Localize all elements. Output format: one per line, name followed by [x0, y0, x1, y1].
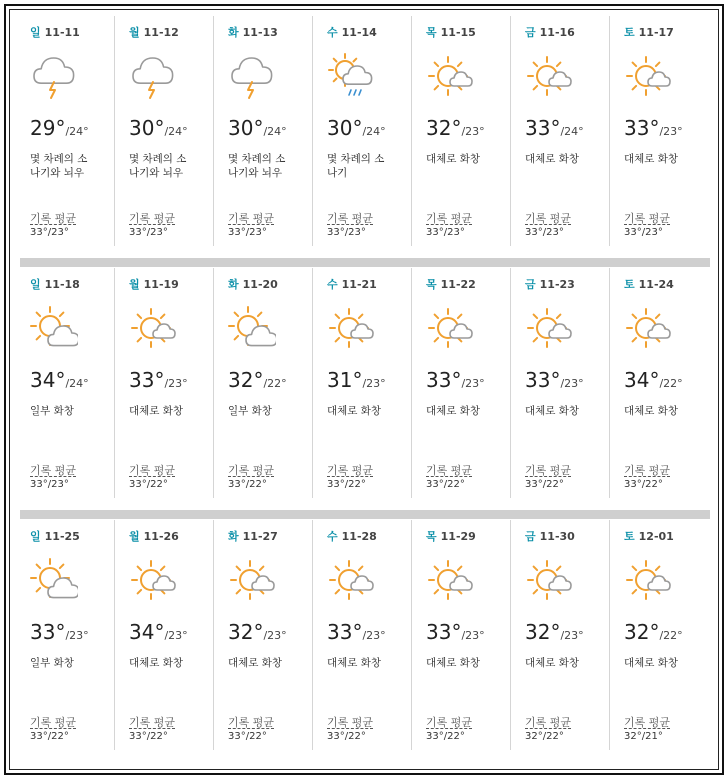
- date: 11-16: [539, 26, 575, 39]
- condition-line-1: 대체로 화창: [426, 153, 481, 165]
- mostly-sunny-icon: [525, 52, 573, 100]
- record-average-label[interactable]: 기록 평균: [228, 464, 275, 477]
- high-temp: 32°: [624, 620, 660, 644]
- condition-line-1: 대체로 화창: [624, 657, 679, 669]
- record-average-value: 33°/23°: [30, 227, 69, 238]
- date: 11-12: [143, 26, 179, 39]
- low-temp: /24°: [65, 125, 89, 138]
- low-temp: /22°: [263, 377, 287, 390]
- condition: [228, 404, 310, 418]
- mostly-sunny-icon: [327, 556, 375, 604]
- day-of-week: 수: [327, 278, 338, 291]
- day-of-week: 월: [129, 278, 140, 291]
- temperature: [129, 620, 188, 644]
- record-average-value: 33°/22°: [228, 479, 267, 490]
- record-average-value: 32°/22°: [525, 731, 564, 742]
- record-average-value: 33°/22°: [327, 731, 366, 742]
- high-temp: 33°: [426, 620, 462, 644]
- temperature: [624, 620, 683, 644]
- date: 11-18: [44, 278, 80, 291]
- condition: [30, 404, 112, 418]
- high-temp: 34°: [624, 368, 660, 392]
- condition: [228, 656, 310, 670]
- day-forecast-card[interactable]: [511, 268, 610, 498]
- day-of-week: 월: [129, 530, 140, 543]
- day-of-week: 금: [525, 26, 536, 39]
- date-line: [525, 24, 575, 40]
- record-average-label[interactable]: 기록 평균: [426, 464, 473, 477]
- date-line: [624, 528, 674, 544]
- high-temp: 32°: [228, 368, 264, 392]
- temperature: [30, 620, 89, 644]
- condition: [327, 404, 409, 418]
- date-line: [426, 24, 476, 40]
- date: 11-22: [440, 278, 476, 291]
- date: 12-01: [638, 530, 674, 543]
- low-temp: /22°: [659, 629, 683, 642]
- day-of-week: 화: [228, 278, 239, 291]
- high-temp: 33°: [327, 620, 363, 644]
- temperature: [426, 116, 485, 140]
- low-temp: /23°: [659, 125, 683, 138]
- low-temp: /22°: [659, 377, 683, 390]
- date-line: [525, 276, 575, 292]
- week-row: [16, 268, 709, 498]
- condition: [525, 404, 607, 418]
- day-forecast-card[interactable]: [16, 268, 115, 498]
- low-temp: /23°: [560, 377, 584, 390]
- record-average-value: 33°/22°: [426, 731, 465, 742]
- record-average-label[interactable]: 기록 평균: [30, 212, 77, 225]
- condition-line-2: 나기와 뇌우: [30, 167, 85, 179]
- condition-line-1: 대체로 화창: [624, 405, 679, 417]
- mostly-sunny-icon: [525, 556, 573, 604]
- date: 11-28: [341, 530, 377, 543]
- date-line: [426, 528, 476, 544]
- day-of-week: 일: [30, 278, 41, 291]
- record-average-value: 33°/22°: [624, 479, 663, 490]
- record-average-label[interactable]: 기록 평균: [129, 716, 176, 729]
- condition-line-1: 일부 화창: [30, 657, 74, 669]
- high-temp: 33°: [525, 368, 561, 392]
- day-forecast-card[interactable]: [412, 16, 511, 246]
- record-average-value: 33°/23°: [228, 227, 267, 238]
- record-average-value: 33°/22°: [327, 479, 366, 490]
- low-temp: /24°: [164, 125, 188, 138]
- condition-line-1: 대체로 화창: [327, 657, 382, 669]
- temperature: [129, 368, 188, 392]
- date: 11-19: [143, 278, 179, 291]
- record-average-value: 33°/23°: [129, 227, 168, 238]
- condition: [228, 152, 310, 180]
- mostly-sunny-icon: [129, 304, 177, 352]
- high-temp: 30°: [327, 116, 363, 140]
- condition-line-1: 대체로 화창: [129, 657, 184, 669]
- date: 11-17: [638, 26, 674, 39]
- high-temp: 30°: [129, 116, 165, 140]
- high-temp: 32°: [228, 620, 264, 644]
- record-average-label[interactable]: 기록 평균: [624, 212, 671, 225]
- low-temp: /24°: [65, 377, 89, 390]
- condition: [129, 656, 211, 670]
- day-forecast-card[interactable]: [610, 520, 709, 750]
- condition: [426, 404, 508, 418]
- date: 11-14: [341, 26, 377, 39]
- day-of-week: 일: [30, 530, 41, 543]
- condition-line-1: 대체로 화창: [525, 153, 580, 165]
- condition: [525, 656, 607, 670]
- day-forecast-card[interactable]: [115, 16, 214, 246]
- low-temp: /23°: [461, 125, 485, 138]
- temperature: [30, 368, 89, 392]
- high-temp: 33°: [426, 368, 462, 392]
- record-average-value: 33°/23°: [426, 227, 465, 238]
- day-of-week: 일: [30, 26, 41, 39]
- week-row: [16, 16, 709, 246]
- date: 11-13: [242, 26, 278, 39]
- partly-sunny-icon: [228, 304, 276, 352]
- temperature: [426, 368, 485, 392]
- mostly-sunny-icon: [426, 52, 474, 100]
- date-line: [525, 528, 575, 544]
- date-line: [624, 276, 674, 292]
- day-forecast-card[interactable]: [412, 520, 511, 750]
- condition-line-1: 대체로 화창: [327, 405, 382, 417]
- low-temp: /23°: [461, 377, 485, 390]
- thunderstorm-icon: [228, 52, 276, 100]
- record-average-value: 33°/22°: [129, 731, 168, 742]
- temperature: [30, 116, 89, 140]
- condition-line-1: 대체로 화창: [525, 405, 580, 417]
- record-average-label[interactable]: 기록 평균: [624, 716, 671, 729]
- record-average-value: 32°/21°: [624, 731, 663, 742]
- record-average-label[interactable]: 기록 평균: [30, 464, 77, 477]
- day-forecast-card[interactable]: [610, 268, 709, 498]
- condition-line-1: 대체로 화창: [426, 657, 481, 669]
- condition-line-1: 몇 차례의 소: [129, 153, 187, 165]
- date: 11-27: [242, 530, 278, 543]
- condition-line-1: 일부 화창: [30, 405, 74, 417]
- condition: [624, 656, 706, 670]
- temperature: [228, 620, 287, 644]
- high-temp: 33°: [525, 116, 561, 140]
- temperature: [327, 620, 386, 644]
- condition-line-1: 대체로 화창: [129, 405, 184, 417]
- record-average-label[interactable]: 기록 평균: [525, 716, 572, 729]
- thunderstorm-icon: [129, 52, 177, 100]
- record-average-label[interactable]: 기록 평균: [228, 716, 275, 729]
- date-line: [228, 276, 278, 292]
- record-average-value: 33°/22°: [426, 479, 465, 490]
- record-average-label[interactable]: 기록 평균: [129, 212, 176, 225]
- day-forecast-card[interactable]: [16, 16, 115, 246]
- date-line: [327, 24, 377, 40]
- date-line: [228, 24, 278, 40]
- condition: [30, 656, 112, 670]
- high-temp: 34°: [30, 368, 66, 392]
- high-temp: 34°: [129, 620, 165, 644]
- thunderstorm-icon: [30, 52, 78, 100]
- date: 11-26: [143, 530, 179, 543]
- record-average-value: 33°/22°: [525, 479, 564, 490]
- date-line: [327, 528, 377, 544]
- mostly-sunny-icon: [624, 556, 672, 604]
- condition-line-1: 몇 차례의 소: [30, 153, 88, 165]
- record-average-value: 33°/23°: [327, 227, 366, 238]
- date: 11-11: [44, 26, 80, 39]
- high-temp: 33°: [30, 620, 66, 644]
- condition: [525, 152, 607, 166]
- record-average-value: 33°/22°: [129, 479, 168, 490]
- day-of-week: 토: [624, 278, 635, 291]
- date-line: [129, 276, 179, 292]
- mostly-sunny-icon: [228, 556, 276, 604]
- date: 11-30: [539, 530, 575, 543]
- mostly-sunny-icon: [129, 556, 177, 604]
- day-forecast-card[interactable]: [214, 520, 313, 750]
- condition: [624, 404, 706, 418]
- condition-line-1: 대체로 화창: [624, 153, 679, 165]
- low-temp: /23°: [164, 629, 188, 642]
- record-average-value: 33°/23°: [30, 479, 69, 490]
- record-average-label[interactable]: 기록 평균: [129, 464, 176, 477]
- temperature: [525, 116, 584, 140]
- week-separator: [20, 510, 710, 519]
- week-separator: [20, 258, 710, 267]
- day-forecast-card[interactable]: [214, 16, 313, 246]
- temperature: [426, 620, 485, 644]
- mostly-sunny-icon: [426, 556, 474, 604]
- low-temp: /23°: [362, 377, 386, 390]
- low-temp: /24°: [263, 125, 287, 138]
- low-temp: /23°: [560, 629, 584, 642]
- low-temp: /24°: [362, 125, 386, 138]
- date-line: [129, 528, 179, 544]
- low-temp: /23°: [461, 629, 485, 642]
- temperature: [624, 116, 683, 140]
- high-temp: 33°: [129, 368, 165, 392]
- mostly-sunny-icon: [624, 304, 672, 352]
- record-average-value: 33°/23°: [525, 227, 564, 238]
- temperature: [327, 368, 386, 392]
- low-temp: /24°: [560, 125, 584, 138]
- record-average-label[interactable]: 기록 평균: [525, 212, 572, 225]
- condition-line-2: 나기: [327, 167, 348, 179]
- date: 11-23: [539, 278, 575, 291]
- date-line: [30, 276, 80, 292]
- low-temp: /23°: [164, 377, 188, 390]
- day-forecast-card[interactable]: [412, 268, 511, 498]
- temperature: [228, 368, 287, 392]
- condition: [327, 152, 409, 180]
- temperature: [129, 116, 188, 140]
- temperature: [228, 116, 287, 140]
- day-forecast-card[interactable]: [313, 520, 412, 750]
- low-temp: /23°: [65, 629, 89, 642]
- high-temp: 31°: [327, 368, 363, 392]
- day-of-week: 화: [228, 530, 239, 543]
- partly-sunny-icon: [30, 556, 78, 604]
- condition-line-1: 대체로 화창: [228, 657, 283, 669]
- condition: [129, 404, 211, 418]
- date-line: [426, 276, 476, 292]
- record-average-value: 33°/22°: [228, 731, 267, 742]
- record-average-value: 33°/23°: [624, 227, 663, 238]
- record-average-label[interactable]: 기록 평균: [228, 212, 275, 225]
- day-of-week: 금: [525, 530, 536, 543]
- condition-line-1: 몇 차례의 소: [327, 153, 385, 165]
- high-temp: 32°: [525, 620, 561, 644]
- day-forecast-card[interactable]: [511, 520, 610, 750]
- day-of-week: 화: [228, 26, 239, 39]
- high-temp: 30°: [228, 116, 264, 140]
- day-of-week: 목: [426, 26, 437, 39]
- day-forecast-card[interactable]: [313, 268, 412, 498]
- condition-line-1: 대체로 화창: [525, 657, 580, 669]
- condition-line-2: 나기와 뇌우: [228, 167, 283, 179]
- day-forecast-card[interactable]: [313, 16, 412, 246]
- day-of-week: 월: [129, 26, 140, 39]
- date: 11-25: [44, 530, 80, 543]
- mostly-sunny-icon: [624, 52, 672, 100]
- mostly-sunny-icon: [525, 304, 573, 352]
- day-of-week: 토: [624, 530, 635, 543]
- low-temp: /23°: [362, 629, 386, 642]
- day-of-week: 목: [426, 530, 437, 543]
- high-temp: 29°: [30, 116, 66, 140]
- record-average-label[interactable]: 기록 평균: [426, 716, 473, 729]
- date: 11-15: [440, 26, 476, 39]
- day-forecast-card[interactable]: [610, 16, 709, 246]
- day-forecast-card[interactable]: [115, 268, 214, 498]
- record-average-value: 33°/22°: [30, 731, 69, 742]
- day-forecast-card[interactable]: [115, 520, 214, 750]
- condition: [129, 152, 211, 180]
- date: 11-20: [242, 278, 278, 291]
- sun-rain-icon: [327, 52, 375, 100]
- condition-line-1: 대체로 화창: [426, 405, 481, 417]
- record-average-label[interactable]: 기록 평균: [426, 212, 473, 225]
- condition: [426, 656, 508, 670]
- mostly-sunny-icon: [426, 304, 474, 352]
- date-line: [30, 24, 80, 40]
- day-forecast-card[interactable]: [511, 16, 610, 246]
- date-line: [327, 276, 377, 292]
- condition: [426, 152, 508, 166]
- date: 11-24: [638, 278, 674, 291]
- partly-sunny-icon: [30, 304, 78, 352]
- day-of-week: 금: [525, 278, 536, 291]
- date-line: [228, 528, 278, 544]
- temperature: [624, 368, 683, 392]
- date: 11-21: [341, 278, 377, 291]
- record-average-label[interactable]: 기록 평균: [327, 212, 374, 225]
- record-average-label[interactable]: 기록 평균: [624, 464, 671, 477]
- condition-line-1: 몇 차례의 소: [228, 153, 286, 165]
- mostly-sunny-icon: [327, 304, 375, 352]
- temperature: [525, 368, 584, 392]
- condition: [624, 152, 706, 166]
- high-temp: 33°: [624, 116, 660, 140]
- temperature: [525, 620, 584, 644]
- date-line: [129, 24, 179, 40]
- date: 11-29: [440, 530, 476, 543]
- date-line: [624, 24, 674, 40]
- low-temp: /23°: [263, 629, 287, 642]
- condition-line-1: 일부 화창: [228, 405, 272, 417]
- day-of-week: 토: [624, 26, 635, 39]
- date-line: [30, 528, 80, 544]
- record-average-label[interactable]: 기록 평균: [30, 716, 77, 729]
- condition: [30, 152, 112, 180]
- day-of-week: 수: [327, 26, 338, 39]
- record-average-label[interactable]: 기록 평균: [525, 464, 572, 477]
- condition: [327, 656, 409, 670]
- day-of-week: 수: [327, 530, 338, 543]
- high-temp: 32°: [426, 116, 462, 140]
- record-average-label[interactable]: 기록 평균: [327, 716, 374, 729]
- record-average-label[interactable]: 기록 평균: [327, 464, 374, 477]
- day-of-week: 목: [426, 278, 437, 291]
- day-forecast-card[interactable]: [16, 520, 115, 750]
- condition-line-2: 나기와 뇌우: [129, 167, 184, 179]
- week-row: [16, 520, 709, 750]
- day-forecast-card[interactable]: [214, 268, 313, 498]
- temperature: [327, 116, 386, 140]
